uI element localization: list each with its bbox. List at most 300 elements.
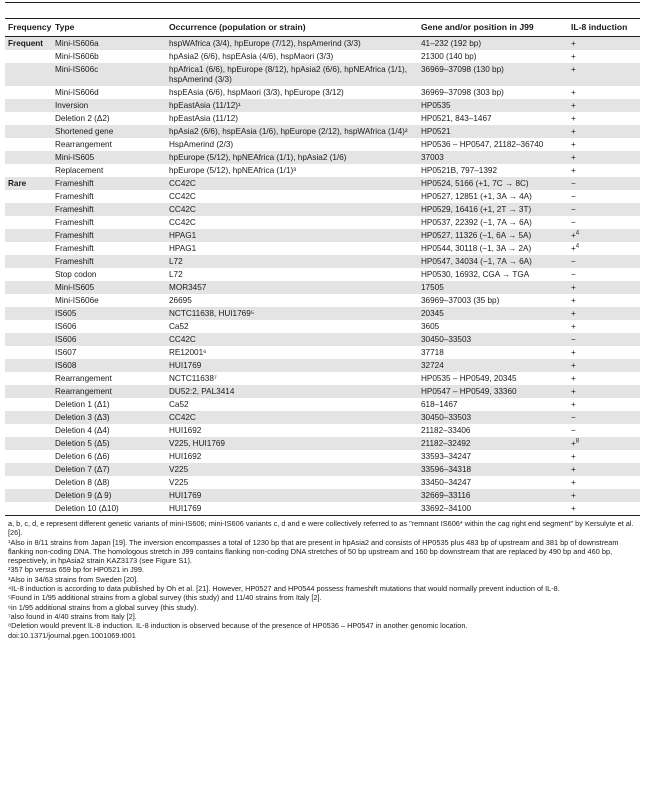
cell-type bbox=[52, 99, 166, 112]
cell-type bbox=[52, 138, 166, 151]
table-row bbox=[5, 99, 640, 112]
cell-type bbox=[52, 216, 166, 229]
cell-gene-position bbox=[418, 489, 568, 502]
table-row bbox=[5, 385, 640, 398]
cell-type-text: Rearrangement bbox=[55, 386, 112, 396]
cell-occurrence-text: 26695 bbox=[169, 295, 192, 305]
cell-il8-induction-text: + bbox=[571, 87, 576, 97]
cell-il8-induction bbox=[568, 463, 640, 476]
table-row bbox=[5, 437, 640, 450]
cell-type bbox=[52, 476, 166, 489]
cell-gene-position bbox=[418, 424, 568, 437]
cell-gene-position-text: 36969–37003 (35 bp) bbox=[421, 295, 500, 305]
cell-frequency bbox=[5, 229, 52, 242]
cell-occurrence-text: hspEAsia (6/6), hspMaori (3/3), hpEurope (3/12) bbox=[169, 87, 344, 97]
cell-gene-position-text: HP0521B, 797–1392 bbox=[421, 165, 498, 175]
cell-frequency-text: Rare bbox=[8, 178, 27, 188]
cell-gene-position-text: 32724 bbox=[421, 360, 444, 370]
cell-type-text: Deletion 8 (Δ8) bbox=[55, 477, 110, 487]
table-row bbox=[5, 203, 640, 216]
table-row bbox=[5, 255, 640, 268]
table-row bbox=[5, 424, 640, 437]
cell-frequency bbox=[5, 320, 52, 333]
table-row bbox=[5, 346, 640, 359]
cell-type bbox=[52, 281, 166, 294]
table-row bbox=[5, 333, 640, 346]
cell-frequency bbox=[5, 255, 52, 268]
header-type: Type bbox=[52, 19, 166, 37]
cell-occurrence bbox=[166, 268, 418, 281]
table-row bbox=[5, 398, 640, 411]
header-occurrence: Occurrence (population or strain) bbox=[166, 19, 418, 37]
cell-type bbox=[52, 255, 166, 268]
cell-il8-induction-text: + bbox=[571, 477, 576, 487]
cell-frequency bbox=[5, 411, 52, 424]
header-frequency: Frequency bbox=[5, 19, 52, 37]
table-row bbox=[5, 320, 640, 333]
cell-type bbox=[52, 359, 166, 372]
cell-il8-induction-text: + bbox=[571, 347, 576, 357]
cell-frequency bbox=[5, 190, 52, 203]
cell-occurrence bbox=[166, 203, 418, 216]
cell-occurrence-text: Ca52 bbox=[169, 399, 189, 409]
cell-frequency bbox=[5, 346, 52, 359]
cell-occurrence-text: V225, HUI1769 bbox=[169, 438, 225, 448]
cell-type-text: Mini-IS606b bbox=[55, 51, 99, 61]
cell-gene-position bbox=[418, 359, 568, 372]
cell-type-text: Rearrangement bbox=[55, 373, 112, 383]
cell-occurrence-text: MOR3457 bbox=[169, 282, 207, 292]
cell-il8-induction bbox=[568, 268, 640, 281]
cell-il8-induction-text: + bbox=[571, 38, 576, 48]
cell-type-text: IS605 bbox=[55, 308, 77, 318]
cell-occurrence-text: hpEastAsia (11/12) bbox=[169, 113, 239, 123]
table-row bbox=[5, 307, 640, 320]
cell-gene-position bbox=[418, 99, 568, 112]
cell-frequency bbox=[5, 242, 52, 255]
cell-type-text: Mini-IS606e bbox=[55, 295, 99, 305]
table-row bbox=[5, 63, 640, 86]
footnote-line: doi:10.1371/journal.pgen.1001069.t001 bbox=[8, 630, 136, 640]
cell-occurrence-text: CC42C bbox=[169, 334, 196, 344]
cell-frequency bbox=[5, 489, 52, 502]
cell-occurrence bbox=[166, 359, 418, 372]
cell-il8-induction-text: + bbox=[571, 100, 576, 110]
cell-frequency bbox=[5, 450, 52, 463]
cell-il8-induction-text: + bbox=[571, 126, 576, 136]
cell-occurrence bbox=[166, 50, 418, 63]
cell-gene-position-text: 33450–34247 bbox=[421, 477, 472, 487]
cell-type-text: Deletion 1 (Δ1) bbox=[55, 399, 110, 409]
cell-frequency bbox=[5, 294, 52, 307]
cell-gene-position-text: HP0521 bbox=[421, 126, 451, 136]
table-row bbox=[5, 476, 640, 489]
cell-il8-induction bbox=[568, 372, 640, 385]
cell-il8-induction-text: − bbox=[571, 178, 576, 188]
table-row bbox=[5, 450, 640, 463]
cell-frequency bbox=[5, 86, 52, 99]
cell-occurrence-text: Ca52 bbox=[169, 321, 189, 331]
table-row bbox=[5, 411, 640, 424]
cell-type-text: Deletion 9 (Δ 9) bbox=[55, 490, 112, 500]
cell-il8-induction bbox=[568, 37, 640, 51]
cell-il8-induction bbox=[568, 164, 640, 177]
cell-gene-position-text: HP0547 – HP0549, 33360 bbox=[421, 386, 517, 396]
cell-il8-induction bbox=[568, 450, 640, 463]
cell-type bbox=[52, 372, 166, 385]
top-rule bbox=[5, 2, 640, 3]
cell-occurrence bbox=[166, 346, 418, 359]
cell-occurrence bbox=[166, 424, 418, 437]
cell-gene-position-text: HP0535 bbox=[421, 100, 451, 110]
cell-occurrence bbox=[166, 398, 418, 411]
cell-il8-induction-text: + bbox=[571, 451, 576, 461]
footnote-line: ²357 bp versus 659 bp for HP0521 in J99. bbox=[8, 565, 144, 575]
cell-frequency bbox=[5, 268, 52, 281]
cell-il8-induction-text: + bbox=[571, 64, 576, 74]
cell-frequency bbox=[5, 398, 52, 411]
cell-occurrence-text: CC42C bbox=[169, 178, 196, 188]
cell-occurrence-text: HUI1769 bbox=[169, 503, 202, 513]
cell-gene-position-text: 17505 bbox=[421, 282, 444, 292]
cell-frequency bbox=[5, 385, 52, 398]
cell-occurrence bbox=[166, 372, 418, 385]
cell-gene-position-text: 20345 bbox=[421, 308, 444, 318]
cell-type-text: Stop codon bbox=[55, 269, 97, 279]
cell-gene-position-text: HP0547, 34034 (−1, 7A → 6A) bbox=[421, 256, 532, 266]
cell-occurrence-text: CC42C bbox=[169, 412, 196, 422]
cell-frequency bbox=[5, 37, 52, 51]
cell-il8-induction-text: − bbox=[571, 334, 576, 344]
cell-type bbox=[52, 450, 166, 463]
cell-gene-position-text: 21182–33406 bbox=[421, 425, 471, 435]
cell-il8-induction bbox=[568, 424, 640, 437]
cell-type bbox=[52, 307, 166, 320]
cell-il8-induction-text: + bbox=[571, 51, 576, 61]
cell-frequency bbox=[5, 138, 52, 151]
cell-type-text: Mini-IS606a bbox=[55, 38, 99, 48]
table-row bbox=[5, 242, 640, 255]
cell-type-text: Mini-IS605 bbox=[55, 152, 95, 162]
cell-il8-induction-text: − bbox=[571, 217, 576, 227]
cell-gene-position-text: 618–1467 bbox=[421, 399, 458, 409]
footnote-line: ⁶in 1/95 additional strains from a global survey (this study). bbox=[8, 602, 199, 612]
cell-occurrence bbox=[166, 320, 418, 333]
cell-il8-induction bbox=[568, 437, 640, 450]
cell-gene-position-text: HP0529, 16416 (+1, 2T → 3T) bbox=[421, 204, 532, 214]
footnote-marker: 4 bbox=[575, 229, 580, 236]
cell-il8-induction bbox=[568, 138, 640, 151]
cell-occurrence bbox=[166, 385, 418, 398]
cell-frequency bbox=[5, 502, 52, 516]
table-footnotes bbox=[5, 516, 640, 640]
cell-il8-induction bbox=[568, 177, 640, 190]
cell-type bbox=[52, 398, 166, 411]
cell-il8-induction-text: − bbox=[571, 256, 576, 266]
cell-il8-induction-text: + bbox=[571, 282, 576, 292]
cell-type-text: Deletion 3 (Δ3) bbox=[55, 412, 110, 422]
cell-frequency bbox=[5, 112, 52, 125]
cell-occurrence-text: HUI1692 bbox=[169, 425, 202, 435]
cell-type-text: Deletion 7 (Δ7) bbox=[55, 464, 110, 474]
table-row bbox=[5, 294, 640, 307]
cell-il8-induction bbox=[568, 151, 640, 164]
cell-frequency-text: Frequent bbox=[8, 38, 44, 48]
cell-gene-position-text: HP0524, 5166 (+1, 7C → 8C) bbox=[421, 178, 529, 188]
table-row bbox=[5, 50, 640, 63]
cell-il8-induction bbox=[568, 359, 640, 372]
cell-type-text: Deletion 4 (Δ4) bbox=[55, 425, 110, 435]
cell-il8-induction-text: + bbox=[571, 503, 576, 513]
table-row bbox=[5, 177, 640, 190]
cell-gene-position-text: HP0544, 30118 (−1, 3A → 2A) bbox=[421, 243, 532, 253]
cell-occurrence bbox=[166, 502, 418, 516]
cell-occurrence-text: hspWAfrica (3/4), hpEurope (7/12), hspAmerind (3/3) bbox=[169, 38, 361, 48]
cell-occurrence-text: HUI1769 bbox=[169, 490, 202, 500]
cell-occurrence bbox=[166, 229, 418, 242]
cell-occurrence bbox=[166, 37, 418, 51]
footnote-marker: 8 bbox=[575, 437, 580, 444]
cell-gene-position-text: 36969–37098 (130 bp) bbox=[421, 64, 504, 74]
cell-gene-position bbox=[418, 281, 568, 294]
cell-il8-induction-text: + bbox=[571, 243, 576, 253]
cell-type-text: Deletion 10 (Δ10) bbox=[55, 503, 119, 513]
cell-il8-induction bbox=[568, 502, 640, 516]
cell-type bbox=[52, 320, 166, 333]
cell-il8-induction bbox=[568, 346, 640, 359]
cell-type bbox=[52, 268, 166, 281]
cell-type bbox=[52, 125, 166, 138]
cell-il8-induction-text: − bbox=[571, 204, 576, 214]
footnote-line: ¹Also in 8/11 strains from Japan [19]. The inversion encompasses a total of 1230 bp that are present in hpAsia2 and consists of HP0535 plus 483 bp of upstream and 381 bp of downstream flanking non-coding DNA. The homologous stretch in J99 contains flanking non-coding DNA stretches of 50 bp upstream and 160 bp downstream that are replaced by 490 bp and 460 bp, respectively, in hpAsia2 strain KAZ3173 (see Figure S1). bbox=[8, 537, 619, 566]
cell-frequency bbox=[5, 177, 52, 190]
footnote-line: ⁷also found in 4/40 strains from Italy [2]. bbox=[8, 611, 137, 621]
cell-occurrence-text: hpEastAsia (11/12)¹ bbox=[169, 100, 241, 110]
cell-type-text: Frameshift bbox=[55, 204, 94, 214]
cell-type bbox=[52, 411, 166, 424]
cell-occurrence bbox=[166, 138, 418, 151]
cell-gene-position bbox=[418, 112, 568, 125]
cell-gene-position bbox=[418, 372, 568, 385]
cell-occurrence bbox=[166, 242, 418, 255]
cell-gene-position bbox=[418, 411, 568, 424]
cell-type bbox=[52, 203, 166, 216]
cell-type-text: Shortened gene bbox=[55, 126, 114, 136]
cell-type-text: IS607 bbox=[55, 347, 77, 357]
table-row bbox=[5, 359, 640, 372]
cell-gene-position-text: 30450–33503 bbox=[421, 412, 472, 422]
cell-gene-position bbox=[418, 50, 568, 63]
cell-il8-induction-text: + bbox=[571, 464, 576, 474]
cell-type-text: Frameshift bbox=[55, 256, 94, 266]
cell-gene-position bbox=[418, 294, 568, 307]
cell-gene-position-text: HP0527, 11326 (−1, 6A → 5A) bbox=[421, 230, 532, 240]
cell-il8-induction-text: + bbox=[571, 113, 576, 123]
cell-gene-position-text: HP0536 – HP0547, 21182–36740 bbox=[421, 139, 544, 149]
cell-gene-position bbox=[418, 242, 568, 255]
cell-frequency bbox=[5, 463, 52, 476]
cell-frequency bbox=[5, 164, 52, 177]
cell-type bbox=[52, 437, 166, 450]
footnote-line: ⁸Deletion would prevent IL-8 induction. IL-8 induction is observed because of the presence of HP0536 – HP0547 in another genomic location. bbox=[8, 621, 468, 631]
footnote-marker: 4 bbox=[575, 242, 580, 249]
cell-occurrence-text: NCTC11638⁷ bbox=[169, 373, 217, 383]
cell-occurrence-text: HspAmerind (2/3) bbox=[169, 139, 234, 149]
cell-gene-position-text: 21182–32492 bbox=[421, 438, 471, 448]
cell-il8-induction-text: + bbox=[571, 399, 576, 409]
cell-il8-induction-text: − bbox=[571, 425, 576, 435]
cell-gene-position bbox=[418, 151, 568, 164]
cell-occurrence bbox=[166, 281, 418, 294]
cell-il8-induction bbox=[568, 255, 640, 268]
cell-occurrence-text: HUI1769 bbox=[169, 360, 202, 370]
cell-gene-position bbox=[418, 502, 568, 516]
cell-occurrence bbox=[166, 125, 418, 138]
cell-il8-induction-text: + bbox=[571, 308, 576, 318]
cell-il8-induction-text: + bbox=[571, 139, 576, 149]
cell-gene-position-text: HP0521, 843–1467 bbox=[421, 113, 492, 123]
cell-type bbox=[52, 463, 166, 476]
cell-gene-position bbox=[418, 463, 568, 476]
cell-type bbox=[52, 489, 166, 502]
cell-gene-position-text: 21300 (140 bp) bbox=[421, 51, 477, 61]
cell-gene-position bbox=[418, 398, 568, 411]
cell-il8-induction-text: + bbox=[571, 360, 576, 370]
cell-il8-induction-text: + bbox=[571, 152, 576, 162]
cell-gene-position bbox=[418, 37, 568, 51]
cell-il8-induction bbox=[568, 203, 640, 216]
cell-il8-induction-text: + bbox=[571, 295, 576, 305]
cell-type bbox=[52, 385, 166, 398]
cell-gene-position-text: HP0527, 12851 (+1, 3A → 4A) bbox=[421, 191, 532, 201]
cell-il8-induction bbox=[568, 242, 640, 255]
data-table bbox=[5, 18, 640, 516]
cell-occurrence-text: hpAsia2 (6/6), hspEAsia (4/6), hspMaori (3/3) bbox=[169, 51, 334, 61]
table-row bbox=[5, 151, 640, 164]
cell-occurrence bbox=[166, 177, 418, 190]
cell-gene-position-text: 36969–37098 (303 bp) bbox=[421, 87, 504, 97]
table-row bbox=[5, 489, 640, 502]
cell-il8-induction bbox=[568, 50, 640, 63]
cell-type-text: Frameshift bbox=[55, 178, 94, 188]
cell-il8-induction-text: + bbox=[571, 373, 576, 383]
table-row bbox=[5, 125, 640, 138]
footnote-line: ⁵Found in 1/95 additional strains from a global survey (this study) and 11/40 strains from Italy [2]. bbox=[8, 593, 322, 603]
cell-frequency bbox=[5, 125, 52, 138]
cell-occurrence bbox=[166, 489, 418, 502]
cell-il8-induction-text: + bbox=[571, 386, 576, 396]
cell-type bbox=[52, 424, 166, 437]
cell-type bbox=[52, 346, 166, 359]
cell-occurrence bbox=[166, 151, 418, 164]
cell-gene-position bbox=[418, 164, 568, 177]
cell-occurrence bbox=[166, 333, 418, 346]
cell-frequency bbox=[5, 333, 52, 346]
table-row bbox=[5, 463, 640, 476]
cell-type-text: Mini-IS606c bbox=[55, 64, 99, 74]
cell-il8-induction-text: − bbox=[571, 191, 576, 201]
cell-occurrence bbox=[166, 450, 418, 463]
table-row bbox=[5, 281, 640, 294]
cell-type-text: Frameshift bbox=[55, 230, 94, 240]
cell-type bbox=[52, 164, 166, 177]
cell-il8-induction bbox=[568, 307, 640, 320]
table-row bbox=[5, 190, 640, 203]
cell-occurrence bbox=[166, 476, 418, 489]
cell-type-text: Mini-IS605 bbox=[55, 282, 95, 292]
table-row bbox=[5, 216, 640, 229]
table-row bbox=[5, 164, 640, 177]
cell-type bbox=[52, 242, 166, 255]
cell-occurrence-text: HUI1692 bbox=[169, 451, 202, 461]
cell-type bbox=[52, 86, 166, 99]
cell-type-text: IS606 bbox=[55, 321, 77, 331]
cell-il8-induction-text: + bbox=[571, 490, 576, 500]
cell-il8-induction bbox=[568, 489, 640, 502]
cell-gene-position bbox=[418, 307, 568, 320]
cell-il8-induction bbox=[568, 125, 640, 138]
cell-frequency bbox=[5, 216, 52, 229]
cell-occurrence bbox=[166, 255, 418, 268]
header-gene-position: Gene and/or position in J99 bbox=[418, 19, 568, 37]
cell-il8-induction-text: + bbox=[571, 230, 576, 240]
cell-gene-position-text: 33596–34318 bbox=[421, 464, 472, 474]
cell-gene-position bbox=[418, 437, 568, 450]
footnote-line: a, b, c, d, e represent different genetic variants of mini-IS606; mini-IS606 variants c, d and e were collectively referred to as "remnant IS606* within the cag right end segment" by Kersulyte et al. [26]. bbox=[8, 519, 634, 538]
cell-type-text: Frameshift bbox=[55, 217, 94, 227]
cell-occurrence bbox=[166, 112, 418, 125]
cell-occurrence bbox=[166, 86, 418, 99]
cell-occurrence-text: CC42C bbox=[169, 204, 196, 214]
cell-gene-position bbox=[418, 190, 568, 203]
cell-frequency bbox=[5, 424, 52, 437]
table-container bbox=[5, 0, 640, 640]
cell-il8-induction bbox=[568, 190, 640, 203]
cell-gene-position bbox=[418, 63, 568, 86]
cell-type-text: Deletion 5 (Δ5) bbox=[55, 438, 110, 448]
cell-occurrence-text: HPAG1 bbox=[169, 230, 197, 240]
table-row bbox=[5, 372, 640, 385]
cell-occurrence bbox=[166, 190, 418, 203]
cell-gene-position-text: 33593–34247 bbox=[421, 451, 472, 461]
cell-frequency bbox=[5, 359, 52, 372]
cell-frequency bbox=[5, 63, 52, 86]
cell-il8-induction bbox=[568, 216, 640, 229]
cell-occurrence-text: HPAG1 bbox=[169, 243, 197, 253]
table-row bbox=[5, 502, 640, 516]
cell-il8-induction bbox=[568, 112, 640, 125]
cell-gene-position bbox=[418, 86, 568, 99]
cell-il8-induction bbox=[568, 385, 640, 398]
cell-occurrence bbox=[166, 99, 418, 112]
table-row bbox=[5, 138, 640, 151]
cell-type-text: Frameshift bbox=[55, 191, 94, 201]
cell-occurrence-text: hpAfrica1 (6/6), hpEurope (8/12), hpAsia2 (6/6), hpNEAfrica (1/1), hspAmerind (3/3) bbox=[169, 64, 408, 84]
cell-il8-induction bbox=[568, 320, 640, 333]
cell-occurrence-text: V225 bbox=[169, 464, 189, 474]
cell-gene-position bbox=[418, 216, 568, 229]
table-body bbox=[5, 37, 640, 516]
cell-il8-induction bbox=[568, 86, 640, 99]
cell-gene-position-text: 41–232 (192 bp) bbox=[421, 38, 482, 48]
cell-frequency bbox=[5, 372, 52, 385]
cell-gene-position-text: HP0537, 22392 (−1, 7A → 6A) bbox=[421, 217, 532, 227]
cell-occurrence-text: L72 bbox=[169, 269, 183, 279]
cell-gene-position-text: 32669–33116 bbox=[421, 490, 471, 500]
cell-type bbox=[52, 502, 166, 516]
cell-occurrence-text: hpEurope (5/12), hpNEAfrica (1/1), hpAsia2 (1/6) bbox=[169, 152, 347, 162]
cell-occurrence bbox=[166, 463, 418, 476]
